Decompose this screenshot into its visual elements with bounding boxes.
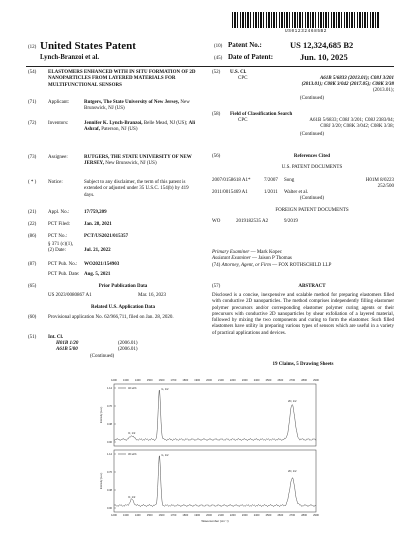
y-tick: 0.76: [106, 471, 112, 474]
top-axis-tick: 1500: [146, 379, 153, 382]
peak-label-d: D, 1/2: [128, 432, 136, 435]
bottom-axis-tick: 2600: [277, 514, 284, 517]
field-notice: ( * ) Notice: Subject to any disclaimer, the term of this patent is extended or adjusted under 35 U.S.C. 154(b) by 419 days.: [28, 180, 189, 198]
field-65: (65) Prior Publication Data US 2023/0080867 A1 Mar. 16, 2023: [28, 284, 167, 298]
y-axis-label: Intensity (a.u.): [100, 472, 103, 490]
peak-label-2d: 2D, 1/2: [288, 400, 297, 403]
peak-label-d: D, 1/2: [128, 496, 136, 499]
spectrum-line: [114, 390, 316, 440]
bottom-axis-tick: 2000: [206, 514, 212, 517]
field-72: (72) Inventors: Jennifer K. Lynch-Branzoi, Belle Mead, NJ (US); Ali Ashraf, Paterson, NJ (US): [28, 121, 196, 133]
top-axis-tick: 2600: [277, 379, 284, 382]
bottom-axis-tick: 1500: [146, 514, 153, 517]
field-71: (71) Applicant: Rutgers, The State University of New Jersey, New Brunswick, NJ (US): [28, 100, 190, 112]
peak-label-g: G, 1/2: [161, 388, 169, 391]
title: ELASTOMERS ENHANCED WITH IN SITU FORMATION OF 2D NANOPARTICLES FROM LAYERED MATERIALS FOR MULTIFUNCTIONAL SENSORS: [48, 70, 196, 88]
bottom-axis-tick: 1800: [182, 514, 189, 517]
bottom-axis-tick: 1900: [194, 514, 201, 517]
spectrum-line: [114, 456, 316, 507]
top-axis-tick: 2800: [301, 379, 308, 382]
top-axis-tick: 1400: [134, 379, 141, 382]
raman-figure: [96, 374, 322, 532]
bottom-axis-tick: 1300: [122, 514, 129, 517]
field-22: (22) PCT Filed: Jan. 28, 2021: [28, 222, 112, 227]
patent-no: US 12,324,685 B2: [290, 40, 354, 50]
bottom-axis-tick: 2700: [289, 514, 296, 517]
top-panel-frame: [114, 384, 316, 446]
peak-label-2d: 2D, 1/2: [288, 470, 297, 473]
bottom-axis-tick: 2800: [301, 514, 308, 517]
y-axis-label: Intensity (a.u.): [100, 406, 103, 424]
patent-no-label: Patent No.:: [228, 41, 262, 49]
field-51: (51) Int. Cl. H01B 1/20 (2006.01) A61B 5/00 (2006.01) (Continued): [28, 335, 138, 359]
legend-label: 30 wt%: [128, 453, 137, 456]
legend-label: 40 wt%: [128, 387, 137, 390]
bottom-axis-tick: 1700: [170, 514, 177, 517]
field-87: (87) PCT Pub. No.: WO2021/154903 PCT Pub. Date: Aug. 5, 2021: [28, 262, 120, 277]
top-axis-tick: 1300: [122, 379, 129, 382]
date-of-patent: Jun. 10, 2025: [300, 52, 348, 62]
bottom-axis-tick: 2300: [241, 514, 248, 517]
bottom-axis-tick: 1400: [134, 514, 141, 517]
field-21: (21) Appl. No.: 17/759,209: [28, 210, 107, 215]
top-axis-tick: 1200: [111, 379, 117, 382]
top-axis-tick: 1900: [194, 379, 201, 382]
inventor-short: Lynch-Branzoi et al.: [40, 54, 100, 61]
barcode-number: US012324685B2: [284, 29, 328, 34]
y-tick: 0.38: [106, 423, 112, 426]
top-axis-tick: 2000: [206, 379, 212, 382]
top-axis-tick: 2300: [241, 379, 248, 382]
y-tick: 1.14: [106, 387, 112, 390]
field-57: (57) ABSTRACT Disclosed is a concise, inexpensive and scalable method for preparing elastomers filled with conductive 2D nanoparticles. The method comprises independently filling elastomer polymer precursors and/or corresponding elastomer polymer curing agents or their precursors with conductive 2D nanoparticles by shear exfoliation of a layered material, followed by mixing the two components and curing to form the elastomer. Such filled elastomers have utility in preparing various types of sensors which are useful in a variety of practical applications and devices.: [212, 284, 394, 336]
y-tick: 0.00: [106, 441, 112, 444]
bottom-axis-tick: 2100: [218, 514, 224, 517]
code-45: (45): [214, 56, 223, 61]
top-axis-tick: 2100: [218, 379, 224, 382]
abstract-text: Disclosed is a concise, inexpensive and scalable method for preparing elastomers filled with conductive 2D nanoparticles. The method comprises independently filling elastomer polymer precursors and/or corresponding elastomer polymer curing agents or their precursors with conductive 2D nanoparticles by shear exfoliation of a layered material, followed by mixing the two components and curing to form the elastomer. Such filled elastomers have utility in preparing various types of sensors which are useful in a variety of practical applications and devices.: [212, 293, 394, 336]
field-58: (58) Field of Classification Search CPC A61B 5/6833; C08J 3/201; C08J 2383/04; C08J 3/20; C08K 3/042; C08K 3/38; (Continued): [212, 112, 394, 137]
top-axis-tick: 2200: [229, 379, 236, 382]
claims-summary: 19 Claims, 5 Drawing Sheets: [272, 362, 334, 367]
bottom-axis-tick: 2400: [253, 514, 260, 517]
field-60: (60) Provisional application No. 62/966,711, filed on Jan. 28, 2020.: [28, 315, 174, 320]
y-tick: 1.14: [106, 453, 112, 456]
code-12: (12): [28, 45, 37, 50]
date-label: Date of Patent:: [228, 53, 274, 61]
y-tick: 0.00: [106, 507, 112, 510]
barcode: [232, 12, 380, 28]
top-axis-tick: 1800: [182, 379, 189, 382]
top-axis-tick: 2700: [289, 379, 296, 382]
examiners: Primary Examiner — Mark Kopec Assistant Examiner — Jaison P Thomas (74) Attorney, Agent, or Firm — FOX ROTHSCHILD LLP: [212, 250, 332, 268]
bottom-axis-tick: 2200: [229, 514, 236, 517]
top-axis-tick: 1700: [170, 379, 177, 382]
bottom-panel-frame: [114, 450, 316, 512]
y-tick: 0.38: [106, 489, 112, 492]
field-86: (86) PCT No.: PCT/US2021/015357 § 371 (c)(1), (2) Date: Jul. 21, 2022: [28, 234, 129, 253]
field-54: (54) ELASTOMERS ENHANCED WITH IN SITU FORMATION OF 2D NANOPARTICLES FROM LAYERED MATERIALS FOR MULTIFUNCTIONAL SENSORS: [28, 70, 198, 98]
x-axis-label: Wavenumber (cm⁻¹): [201, 519, 229, 523]
bottom-axis-tick: 1600: [158, 514, 165, 517]
doc-type: United States Patent: [40, 40, 136, 52]
y-tick: 0.76: [106, 405, 112, 408]
field-56: (56) References Cited U.S. PATENT DOCUMENTS 2007/0158618 A1* 7/2007 Song H01M 8/0223 252/500 2011/0015469 A1 1/2011 Walter et al. (Continued) FOREIGN PATENT DOCUMENTS WO 2019182535 A2 9/2019: [212, 154, 394, 224]
bottom-axis-tick: 2500: [265, 514, 272, 517]
header-rule: [26, 66, 394, 67]
bottom-axis-tick: 2900: [313, 514, 319, 517]
top-axis-tick: 1600: [158, 379, 165, 382]
top-axis-tick: 2400: [253, 379, 260, 382]
field-73: (73) Assignee: RUTGERS, THE STATE UNIVERSITY OF NEW JERSEY, New Brunswick, NJ (US): [28, 155, 192, 167]
bottom-axis-tick: 1200: [111, 514, 117, 517]
top-axis-tick: 2500: [265, 379, 272, 382]
peak-label-g: G, 1/2: [161, 454, 169, 457]
field-52: (52) U.S. Cl. CPC A61B 5/6833 (2013.01); C08J 3/201 (2013.01); C08K 3/042 (2017.05); C08K 3/38 (2013.01); (Continued): [212, 70, 394, 101]
top-axis-tick: 2900: [313, 379, 319, 382]
code-10: (10): [214, 44, 223, 49]
related-heading: Related U.S. Application Data: [90, 305, 156, 310]
